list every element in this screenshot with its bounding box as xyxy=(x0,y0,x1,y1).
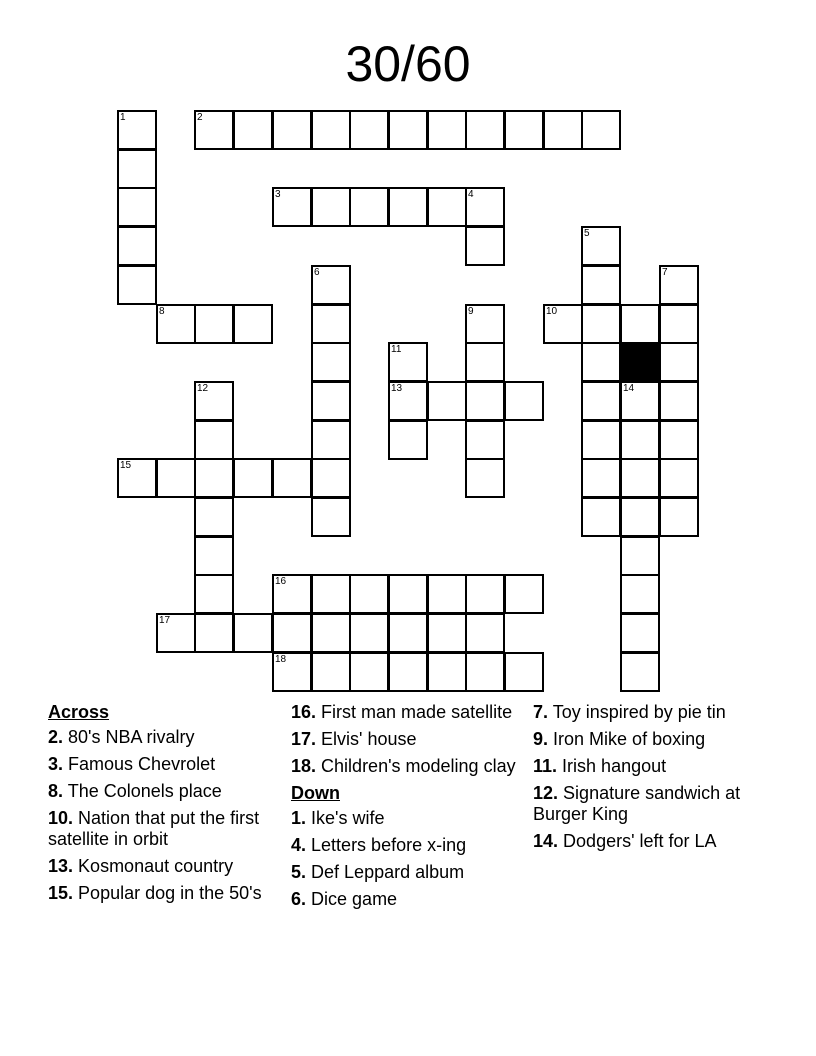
grid-cell[interactable] xyxy=(311,265,351,305)
grid-cell[interactable] xyxy=(311,381,351,421)
clue-number-label: 16 xyxy=(275,576,287,587)
grid-cell[interactable] xyxy=(311,613,351,653)
grid-cell[interactable] xyxy=(388,574,428,614)
grid-cell[interactable] xyxy=(581,226,621,266)
grid-cell[interactable] xyxy=(311,187,351,227)
grid-cell[interactable] xyxy=(194,574,234,614)
grid-cell[interactable] xyxy=(427,613,467,653)
grid-cell[interactable] xyxy=(581,497,621,537)
clue-number-label: 15 xyxy=(120,460,132,471)
clue-number-label: 7 xyxy=(662,267,668,278)
grid-cell[interactable] xyxy=(311,110,351,150)
grid-cell[interactable] xyxy=(465,226,505,266)
grid-cell[interactable] xyxy=(659,304,699,344)
grid-cell[interactable] xyxy=(233,458,273,498)
clue-number-label: 10 xyxy=(546,306,558,317)
grid-cell[interactable] xyxy=(465,574,505,614)
grid-cell[interactable] xyxy=(427,381,467,421)
clue-number-label: 18 xyxy=(275,654,287,665)
grid-cell[interactable] xyxy=(465,420,505,460)
grid-cell[interactable] xyxy=(581,265,621,305)
grid-cell[interactable] xyxy=(194,304,234,344)
grid-cell[interactable] xyxy=(388,652,428,692)
grid-cell[interactable] xyxy=(388,342,428,382)
grid-cell[interactable] xyxy=(349,652,389,692)
grid-cell[interactable] xyxy=(504,652,544,692)
grid-cell[interactable] xyxy=(117,149,157,189)
grid-cell[interactable] xyxy=(233,110,273,150)
clue-number-label: 12 xyxy=(197,383,209,394)
grid-cell[interactable] xyxy=(388,187,428,227)
grid-cell[interactable] xyxy=(194,458,234,498)
clue-number-label: 6 xyxy=(314,267,320,278)
clue-across-2: 2. 80's NBA rivalry xyxy=(48,727,195,747)
grid-cell[interactable] xyxy=(388,613,428,653)
clues-column-2 xyxy=(291,702,521,916)
grid-cell[interactable] xyxy=(620,536,660,576)
across-heading: Across xyxy=(48,702,110,722)
grid-cell[interactable] xyxy=(349,574,389,614)
grid-cell[interactable] xyxy=(194,110,234,150)
grid-cell[interactable] xyxy=(311,458,351,498)
clue-number-label: 17 xyxy=(159,615,171,626)
grid-cell[interactable] xyxy=(581,458,621,498)
clue-across-13: 13. Kosmonaut country xyxy=(48,856,234,876)
grid-cell[interactable] xyxy=(504,381,544,421)
grid-cell[interactable] xyxy=(581,420,621,460)
grid-cell[interactable] xyxy=(117,226,157,266)
clue-down-9: 9. Iron Mike of boxing xyxy=(533,729,706,749)
grid-cell[interactable] xyxy=(233,304,273,344)
clue-down-14: 14. Dodgers' left for LA xyxy=(533,831,717,851)
grid-cell[interactable] xyxy=(349,187,389,227)
grid-cell[interactable] xyxy=(659,342,699,382)
grid-cell[interactable] xyxy=(543,110,583,150)
clue-number-label: 5 xyxy=(584,228,590,239)
grid-cell[interactable] xyxy=(620,304,660,344)
grid-cell[interactable] xyxy=(465,381,505,421)
clue-across-8: 8. The Colonels place xyxy=(48,781,222,801)
clue-number-label: 14 xyxy=(623,383,635,394)
grid-cell[interactable] xyxy=(620,652,660,692)
clue-across-10: 10. Nation that put the first satellite in orbit xyxy=(48,808,260,849)
grid-cell[interactable] xyxy=(659,497,699,537)
grid-cell[interactable] xyxy=(194,536,234,576)
grid-cell[interactable] xyxy=(465,187,505,227)
grid-cell[interactable] xyxy=(465,304,505,344)
clue-down-5: 5. Def Leppard album xyxy=(291,862,465,882)
grid-cell[interactable] xyxy=(620,420,660,460)
grid-cell[interactable] xyxy=(388,420,428,460)
grid-cell[interactable] xyxy=(543,304,583,344)
grid-cell[interactable] xyxy=(388,381,428,421)
clue-down-11: 11. Irish hangout xyxy=(533,756,667,776)
clue-number-label: 4 xyxy=(468,189,474,200)
clue-number-label: 13 xyxy=(391,383,403,394)
clue-number-label: 2 xyxy=(197,112,203,123)
clue-number-label: 8 xyxy=(159,306,165,317)
grid-cell[interactable] xyxy=(117,110,157,150)
clue-across-15: 15. Popular dog in the 50's xyxy=(48,883,262,903)
grid-cell[interactable] xyxy=(504,574,544,614)
clue-across-3: 3. Famous Chevrolet xyxy=(48,754,216,774)
grid-cell[interactable] xyxy=(581,381,621,421)
grid-cell[interactable] xyxy=(620,497,660,537)
grid-cell[interactable] xyxy=(272,187,312,227)
grid-cell[interactable] xyxy=(465,110,505,150)
grid-cell[interactable] xyxy=(117,187,157,227)
grid-cell[interactable] xyxy=(156,613,196,653)
down-heading: Down xyxy=(291,783,340,803)
clue-down-12: 12. Signature sandwich at Burger King xyxy=(533,783,741,824)
grid-cell[interactable] xyxy=(388,110,428,150)
grid-cell[interactable] xyxy=(194,613,234,653)
grid-block-cell xyxy=(620,342,660,382)
grid-cell[interactable] xyxy=(659,420,699,460)
clue-across-16: 16. First man made satellite xyxy=(291,702,513,722)
clue-across-17: 17. Elvis' house xyxy=(291,729,417,749)
clue-across-18: 18. Children's modeling clay xyxy=(291,756,516,776)
grid-cell[interactable] xyxy=(465,652,505,692)
grid-cell[interactable] xyxy=(194,420,234,460)
grid-cell[interactable] xyxy=(427,574,467,614)
grid-cell[interactable] xyxy=(311,652,351,692)
grid-cell[interactable] xyxy=(465,342,505,382)
clues-column-1 xyxy=(48,702,278,910)
grid-cell[interactable] xyxy=(272,574,312,614)
grid-cell[interactable] xyxy=(581,304,621,344)
grid-cell[interactable] xyxy=(311,342,351,382)
clue-number-label: 9 xyxy=(468,306,474,317)
grid-cell[interactable] xyxy=(465,458,505,498)
clue-number-label: 3 xyxy=(275,189,281,200)
grid-cell[interactable] xyxy=(156,304,196,344)
grid-cell[interactable] xyxy=(272,110,312,150)
clue-down-6: 6. Dice game xyxy=(291,889,398,909)
grid-cell[interactable] xyxy=(581,342,621,382)
grid-cell[interactable] xyxy=(117,458,157,498)
clue-down-1: 1. Ike's wife xyxy=(291,808,385,828)
grid-cell[interactable] xyxy=(311,574,351,614)
grid-cell[interactable] xyxy=(504,110,544,150)
grid-cell[interactable] xyxy=(233,613,273,653)
grid-cell[interactable] xyxy=(272,613,312,653)
grid-cell[interactable] xyxy=(194,381,234,421)
clue-down-7: 7. Toy inspired by pie tin xyxy=(533,702,726,722)
grid-cell[interactable] xyxy=(311,304,351,344)
grid-cell[interactable] xyxy=(620,458,660,498)
clue-number-label: 1 xyxy=(120,112,126,123)
grid-cell[interactable] xyxy=(427,652,467,692)
grid-cell[interactable] xyxy=(117,265,157,305)
grid-cell[interactable] xyxy=(659,381,699,421)
grid-cell[interactable] xyxy=(620,381,660,421)
grid-cell[interactable] xyxy=(194,497,234,537)
grid-cell[interactable] xyxy=(620,613,660,653)
grid-cell[interactable] xyxy=(659,458,699,498)
grid-cell[interactable] xyxy=(581,110,621,150)
grid-cell[interactable] xyxy=(349,110,389,150)
grid-cell[interactable] xyxy=(311,497,351,537)
grid-cell[interactable] xyxy=(311,420,351,460)
grid-cell[interactable] xyxy=(427,110,467,150)
grid-cell[interactable] xyxy=(659,265,699,305)
grid-cell[interactable] xyxy=(427,187,467,227)
grid-cell[interactable] xyxy=(465,613,505,653)
clue-number-label: 11 xyxy=(391,344,402,355)
grid-cell[interactable] xyxy=(156,458,196,498)
grid-cell[interactable] xyxy=(349,613,389,653)
grid-cell[interactable] xyxy=(272,652,312,692)
clue-down-4: 4. Letters before x-ing xyxy=(291,835,467,855)
puzzle-title: 30/60 xyxy=(345,36,471,92)
clues-column-3 xyxy=(533,702,773,858)
grid-cell[interactable] xyxy=(620,574,660,614)
grid-cell[interactable] xyxy=(272,458,312,498)
